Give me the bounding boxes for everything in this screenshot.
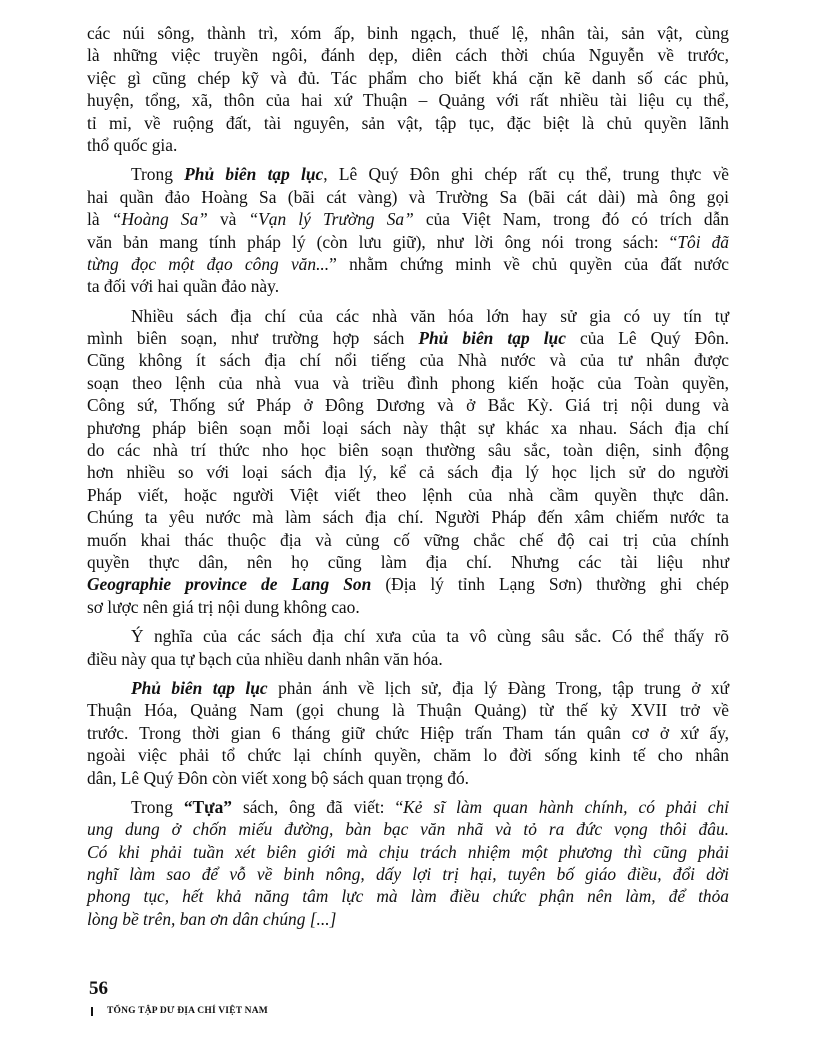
text-line (87, 722, 729, 744)
text-line (87, 551, 729, 573)
emphasized-text: “Hoàng Sa” (111, 209, 208, 230)
text-run: quyền thực dân, nên họ cũng làm địa chí. Nhưng các tài liệu như (87, 551, 729, 572)
text-line (87, 67, 729, 89)
text-run: và (207, 209, 249, 230)
text-line (87, 841, 729, 863)
paragraph (87, 625, 729, 670)
text-run: Trong (131, 796, 184, 817)
emphasized-text: ung dung ở chốn miếu đường, bàn bạc văn nhã và tỏ ra đức vọng thôi đâu. (87, 819, 729, 840)
text-line (87, 506, 729, 528)
text-line (87, 44, 729, 66)
text-run: , Lê Quý Đôn ghi chép rất cụ thể, trung thực về (323, 164, 729, 185)
text-run: điều này qua tự bạch của nhiều danh nhân văn hóa. (87, 648, 443, 669)
book-title: TỔNG TẬP DƯ ĐỊA CHÍ VIỆT NAM (107, 1006, 268, 1016)
text-line (87, 885, 729, 907)
text-line (87, 305, 729, 327)
paragraph (87, 163, 729, 297)
text-line (87, 529, 729, 551)
text-run: trước. Trong thời gian 6 tháng giữ chức Hiệp trấn Tham tán quân cơ ở xứ ấy, (87, 722, 729, 743)
text-line (87, 767, 729, 789)
document-body (87, 22, 729, 937)
text-run: Trong (131, 164, 185, 185)
text-run: Chúng ta yêu nước mà làm sách địa chí. Người Pháp đến xâm chiếm nước ta (87, 507, 729, 528)
text-line (87, 112, 729, 134)
text-line (87, 484, 729, 506)
text-run: tỉ mỉ, về ruộng đất, tài nguyên, sản vật, tập tục, đặc biệt là chủ quyền lãnh (87, 112, 729, 133)
footer-divider (91, 1007, 93, 1016)
text-run: văn bản mang tính pháp lý (còn lưu giữ), như lời ông nói trong sách: “ (87, 231, 678, 252)
paragraph (87, 677, 729, 789)
text-line (87, 625, 729, 647)
text-line (87, 163, 729, 185)
page-footer (89, 980, 268, 1016)
emphasized-text: Kẻ sĩ làm quan hành chính, có phải chỉ (403, 796, 729, 817)
paragraph (87, 305, 729, 618)
page-number: 56 (89, 978, 108, 999)
text-run: Pháp viết, hoặc người Việt viết theo lệnh của nhà cầm quyền thực dân. (87, 484, 729, 505)
text-run: phương pháp biên soạn mỗi loại sách này thật sự khác xa nhau. Sách địa chí (87, 417, 729, 438)
text-run: của Việt Nam, trong đó có trích dẫn (413, 209, 729, 230)
emphasized-text: lòng bề trên, ban ơn dân chúng [...] (87, 908, 337, 929)
paragraph (87, 22, 729, 156)
text-run: các núi sông, thành trì, xóm ấp, binh ngạch, thuế lệ, nhân tài, sản vật, cùng (87, 23, 729, 43)
text-run: dân, Lê Quý Đôn còn viết xong bộ sách quan trọng đó. (87, 767, 470, 788)
text-run: của Lê Quý Đôn. (565, 328, 729, 349)
emphasized-text: Phủ biên tạp lục (418, 328, 566, 349)
text-run: sách, ông đã viết: “ (231, 796, 404, 817)
text-line (87, 275, 729, 297)
emphasized-text: Tôi đã (677, 231, 730, 252)
emphasized-text: phong tục, hết khả năng tâm lực mà làm điều chức phận nên làm, để thỏa (87, 886, 729, 907)
text-run: Cũng không ít sách địa chí nổi tiếng của Nhà nước và của tư nhân được (87, 350, 729, 371)
text-run: thổ quốc gia. (87, 134, 178, 155)
text-run: Thuận Hóa, Quảng Nam (gọi chung là Thuận Quảng) từ thế kỷ XVII trở về (87, 700, 729, 721)
text-run: ta đối với hai quần đảo này. (87, 276, 280, 297)
text-run: việc gì cũng chép kỹ và đủ. Tác phẩm cho biết khá cặn kẽ danh số các phủ, (87, 67, 729, 88)
emphasized-text: từng đọc một đạo công văn... (87, 253, 330, 274)
text-run: Ý nghĩa của các sách địa chí xưa của ta vô cùng sâu sắc. Có thể thấy rõ (131, 626, 729, 647)
text-line (87, 327, 729, 349)
text-line (87, 439, 729, 461)
text-line (87, 89, 729, 111)
emphasized-text: Geographie province de Lang Son (87, 574, 372, 595)
emphasized-text: Phủ biên tạp lục (184, 164, 324, 185)
text-line (87, 372, 729, 394)
text-line (87, 677, 729, 699)
text-line (87, 744, 729, 766)
text-line (87, 596, 729, 618)
text-line (87, 231, 729, 253)
emphasized-text: nghĩ làm sao để vỗ về binh nông, dấy lợi trị hại, tuyên bố giáo điều, đổi dời (87, 864, 729, 885)
text-run: ngoài việc phải tổ chức lại chính quyền, chăm lo đời sống kinh tế cho nhân (87, 745, 729, 766)
text-line (87, 908, 729, 930)
text-line (87, 818, 729, 840)
text-run: là (87, 209, 112, 230)
text-run: huyện, tổng, xã, thôn của hai xứ Thuận – Quảng với rất nhiều tài liệu cụ thể, (87, 90, 729, 111)
paragraph (87, 796, 729, 930)
text-line (87, 186, 729, 208)
text-line (87, 796, 729, 818)
text-run: Nhiều sách địa chí của các nhà văn hóa lớn hay sử gia có uy tín tự (131, 305, 729, 326)
text-run: mình biên soạn, như trường hợp sách (87, 328, 419, 349)
text-line (87, 22, 729, 44)
emphasized-text: Phủ biên tạp lục (131, 677, 268, 698)
text-line (87, 208, 729, 230)
emphasized-text: Có khi phải tuần xét biên giới mà chịu trách nhiệm một phương thì cũng phải (87, 841, 729, 862)
emphasized-text: “Vạn lý Trường Sa” (248, 209, 414, 230)
emphasized-text: “Tựa” (183, 796, 232, 817)
text-run: muốn khai thác thuộc địa và củng cố vững chắc chế độ cai trị của chính (87, 529, 729, 550)
text-run: sơ lược nên giá trị nội dung không cao. (87, 596, 360, 617)
text-run: là những việc truyền ngôi, đánh dẹp, diên cách thời chúa Nguyễn về trước, (87, 45, 729, 66)
text-run: do các nhà trí thức nho học biên soạn thường sâu sắc, toàn diện, sinh động (87, 440, 729, 461)
text-line (87, 699, 729, 721)
text-run: Công sứ, Thống sứ Pháp ở Đông Dương và ở Bắc Kỳ. Giá trị nội dung và (87, 395, 729, 416)
text-run: phản ánh về lịch sử, địa lý Đàng Trong, tập trung ở xứ (267, 677, 729, 698)
text-run: hơn nhiều so với loại sách địa lý, kể cả sách địa lý học lịch sử do người (87, 462, 729, 483)
text-line (87, 417, 729, 439)
text-run: soạn theo lệnh của nhà vua và triều đình phong kiến hoặc của Toàn quyền, (87, 372, 729, 393)
text-run: hai quần đảo Hoàng Sa (bãi cát vàng) và Trường Sa (bãi cát dài) mà ông gọi (87, 186, 729, 207)
text-run: (Địa lý tỉnh Lạng Sơn) thường ghi chép (371, 574, 729, 595)
text-line (87, 134, 729, 156)
text-line (87, 648, 729, 670)
text-line (87, 349, 729, 371)
text-line (87, 573, 729, 595)
text-line (87, 253, 729, 275)
text-run: ” nhằm chứng minh về chủ quyền của đất nước (329, 253, 730, 274)
text-line (87, 394, 729, 416)
text-line (87, 461, 729, 483)
text-line (87, 863, 729, 885)
